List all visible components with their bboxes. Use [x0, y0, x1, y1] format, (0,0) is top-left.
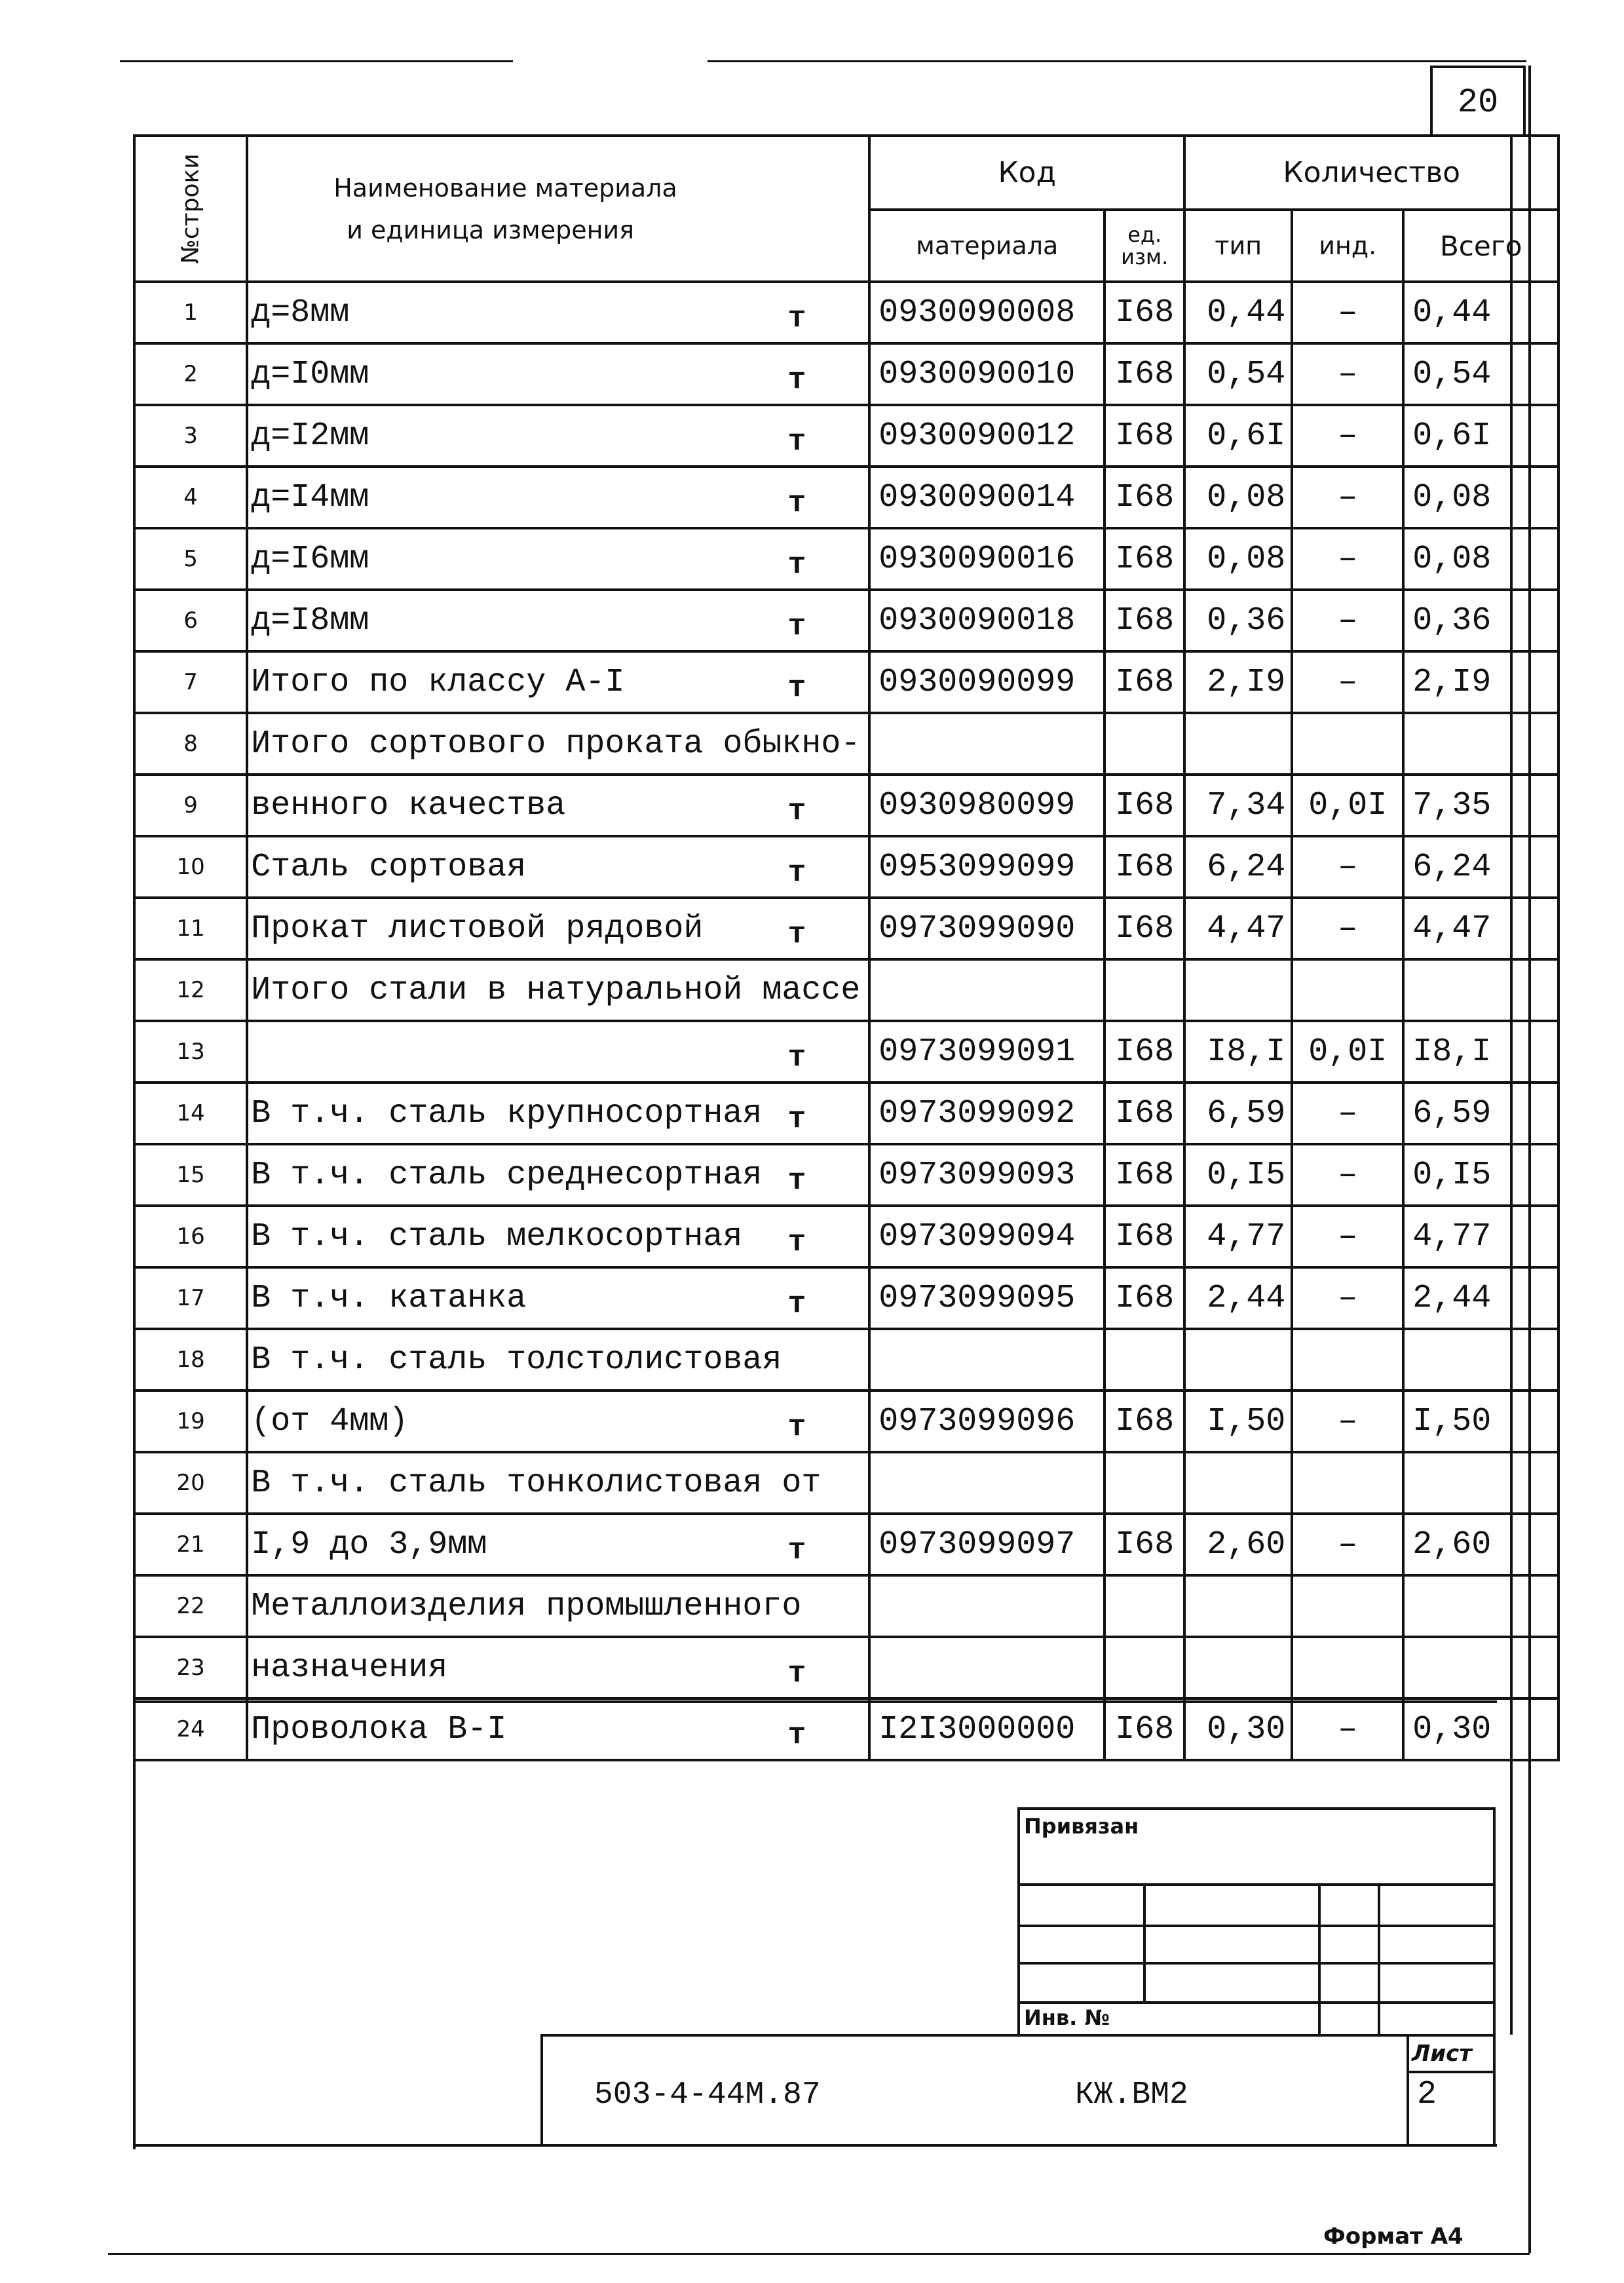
- unit-code-cell: I68: [1105, 1514, 1184, 1575]
- material-code-cell: 0930980099: [869, 775, 1105, 836]
- unit-code-cell: I68: [1105, 467, 1184, 528]
- material-code-cell: 0973099095: [869, 1267, 1105, 1329]
- unit-code-cell: I68: [1105, 1083, 1184, 1144]
- material-code-cell: [869, 713, 1105, 775]
- unit-code-cell: I68: [1105, 1267, 1184, 1329]
- qty-type-cell: 0,08: [1184, 467, 1292, 528]
- unit-label: т: [787, 794, 806, 828]
- material-code-cell: 0930090099: [869, 651, 1105, 713]
- row-number-cell: 22: [134, 1575, 247, 1637]
- unit-code-cell: I68: [1105, 775, 1184, 836]
- qty-type-cell: I,50: [1184, 1391, 1292, 1452]
- unit-code-cell: [1105, 1637, 1184, 1698]
- material-name-text: Итого по классу А-I: [251, 663, 625, 701]
- material-name-text: д=I8мм: [251, 602, 369, 640]
- doc-number: 503-4-44М.87: [594, 2077, 821, 2113]
- material-spec-table: [133, 134, 1560, 1761]
- material-name-cell: [247, 775, 869, 836]
- qty-total-cell: [1403, 1637, 1558, 1698]
- unit-label: т: [787, 1718, 806, 1752]
- table-row: [134, 528, 1558, 590]
- row-number-cell: 1: [134, 282, 247, 343]
- qty-type-cell: 6,59: [1184, 1083, 1292, 1144]
- material-name-cell: [247, 1514, 869, 1575]
- unit-label: т: [787, 1164, 806, 1198]
- qty-total-cell: [1403, 959, 1558, 1021]
- qty-ind-cell: [1292, 1329, 1403, 1391]
- material-name-cell: [247, 1698, 869, 1760]
- table-row: [134, 1637, 1558, 1698]
- unit-label: т: [787, 856, 806, 890]
- unit-label: т: [787, 671, 806, 705]
- qty-ind-cell: –: [1292, 467, 1403, 528]
- qty-type-cell: 0,36: [1184, 590, 1292, 651]
- header-row-number: №строки: [134, 136, 247, 282]
- qty-ind-cell: –: [1292, 1144, 1403, 1206]
- unit-label: т: [787, 1102, 806, 1136]
- header-name-line2: и единица измерения: [347, 215, 634, 244]
- table-row: [134, 282, 1558, 343]
- table-row: [134, 713, 1558, 775]
- unit-label: т: [787, 548, 806, 582]
- material-name-cell: [247, 590, 869, 651]
- header-name-line1: Наименование материала: [333, 173, 677, 202]
- qty-total-cell: 0,44: [1403, 282, 1558, 343]
- unit-label: т: [787, 1410, 806, 1444]
- material-name-text: В т.ч. сталь тонколистовая от: [251, 1464, 821, 1502]
- qty-ind-cell: –: [1292, 898, 1403, 959]
- material-name-cell: [247, 1083, 869, 1144]
- qty-total-cell: [1403, 713, 1558, 775]
- unit-code-cell: [1105, 1329, 1184, 1391]
- table-row: [134, 898, 1558, 959]
- unit-code-cell: I68: [1105, 651, 1184, 713]
- table-row: [134, 836, 1558, 898]
- material-name-cell: [247, 713, 869, 775]
- qty-total-cell: 0,54: [1403, 343, 1558, 405]
- unit-label: т: [787, 1533, 806, 1567]
- material-code-cell: 0930090012: [869, 405, 1105, 467]
- unit-code-cell: I68: [1105, 1021, 1184, 1083]
- material-code-cell: 0953099099: [869, 836, 1105, 898]
- header-code-unit: ед. изм.: [1105, 210, 1184, 282]
- title-sheet-line: [1407, 2071, 1496, 2073]
- qty-total-cell: 4,77: [1403, 1206, 1558, 1267]
- qty-type-cell: [1184, 1452, 1292, 1514]
- row-number-cell: 23: [134, 1637, 247, 1698]
- top-edge-line-left: [120, 60, 513, 62]
- material-name-text: Итого сортового проката обыкно-: [251, 725, 861, 763]
- material-name-cell: [247, 1144, 869, 1206]
- qty-type-cell: 0,30: [1184, 1698, 1292, 1760]
- row-number-cell: 24: [134, 1698, 247, 1760]
- qty-total-cell: [1403, 1329, 1558, 1391]
- row-number-cell: 13: [134, 1021, 247, 1083]
- unit-code-cell: [1105, 959, 1184, 1021]
- stamp-vline-2: [1318, 1883, 1321, 2034]
- sheet-value: 2: [1417, 2076, 1437, 2113]
- material-name-cell: [247, 1637, 869, 1698]
- material-code-cell: [869, 1329, 1105, 1391]
- material-code-cell: 0930090018: [869, 590, 1105, 651]
- header-qty-total: Всего: [1403, 210, 1558, 282]
- row-number-cell: 14: [134, 1083, 247, 1144]
- row-number-cell: 8: [134, 713, 247, 775]
- qty-type-cell: [1184, 1329, 1292, 1391]
- table-row: [134, 1452, 1558, 1514]
- format-label: Формат А4: [1323, 2223, 1463, 2250]
- material-code-cell: 0973099093: [869, 1144, 1105, 1206]
- row-number-cell: 10: [134, 836, 247, 898]
- unit-code-cell: I68: [1105, 836, 1184, 898]
- material-name-text: д=I2мм: [251, 417, 369, 455]
- sheet-label: Лист: [1412, 2041, 1472, 2067]
- material-name-cell: [247, 1452, 869, 1514]
- row-number-cell: 5: [134, 528, 247, 590]
- material-name-text: (от 4мм): [251, 1402, 409, 1440]
- material-code-cell: [869, 1452, 1105, 1514]
- material-name-text: В т.ч. сталь среднесортная: [251, 1156, 763, 1194]
- table-row: [134, 405, 1558, 467]
- qty-ind-cell: 0,0I: [1292, 1021, 1403, 1083]
- row-number-cell: 16: [134, 1206, 247, 1267]
- qty-total-cell: 0,6I: [1403, 405, 1558, 467]
- row-number-cell: 15: [134, 1144, 247, 1206]
- material-code-cell: 0973099096: [869, 1391, 1105, 1452]
- header-qty-type: тип: [1184, 210, 1292, 282]
- stamp-line-1: [1020, 1883, 1493, 1886]
- qty-ind-cell: –: [1292, 282, 1403, 343]
- material-name-text: В т.ч. сталь толстолистовая: [251, 1341, 782, 1379]
- doc-code: КЖ.ВМ2: [1075, 2077, 1188, 2113]
- unit-code-cell: I68: [1105, 590, 1184, 651]
- table-row: [134, 1083, 1558, 1144]
- row-number-cell: 20: [134, 1452, 247, 1514]
- table-row: [134, 1206, 1558, 1267]
- row-number-cell: 6: [134, 590, 247, 651]
- material-name-cell: [247, 282, 869, 343]
- qty-total-cell: 0,30: [1403, 1698, 1558, 1760]
- unit-label: т: [787, 1225, 806, 1259]
- qty-total-cell: 2,44: [1403, 1267, 1558, 1329]
- material-name-cell: [247, 1329, 869, 1391]
- sheet-number: 20: [1430, 66, 1526, 136]
- unit-code-cell: I68: [1105, 898, 1184, 959]
- qty-type-cell: 0,08: [1184, 528, 1292, 590]
- unit-code-cell: [1105, 1452, 1184, 1514]
- row-number-cell: 3: [134, 405, 247, 467]
- material-name-text: Металлоизделия промышленного: [251, 1587, 802, 1625]
- qty-ind-cell: –: [1292, 1391, 1403, 1452]
- material-name-cell: [247, 343, 869, 405]
- material-name-cell: [247, 405, 869, 467]
- material-name-text: Сталь сортовая: [251, 848, 527, 886]
- material-code-cell: [869, 1575, 1105, 1637]
- unit-code-cell: I68: [1105, 405, 1184, 467]
- qty-type-cell: 0,44: [1184, 282, 1292, 343]
- table-row: [134, 1514, 1558, 1575]
- qty-type-cell: [1184, 1637, 1292, 1698]
- material-name-text: В т.ч. катанка: [251, 1279, 527, 1317]
- unit-code-cell: I68: [1105, 1391, 1184, 1452]
- title-sheet-divider: [1407, 2037, 1409, 2147]
- qty-type-cell: 0,6I: [1184, 405, 1292, 467]
- stamp-vline-3: [1378, 1883, 1380, 2034]
- material-name-text: д=8мм: [251, 294, 350, 332]
- unit-code-cell: I68: [1105, 1206, 1184, 1267]
- qty-ind-cell: –: [1292, 1206, 1403, 1267]
- header-code-group: Код: [869, 136, 1184, 210]
- stamp-inv-label: Инв. №: [1024, 2005, 1110, 2030]
- row-number-cell: 19: [134, 1391, 247, 1452]
- material-name-text: д=I4мм: [251, 478, 369, 516]
- header-material-name: [247, 136, 869, 282]
- unit-label: т: [787, 1041, 806, 1075]
- qty-total-cell: 0,08: [1403, 528, 1558, 590]
- material-name-cell: [247, 1021, 869, 1083]
- material-code-cell: 0930090008: [869, 282, 1105, 343]
- material-code-cell: 0930090016: [869, 528, 1105, 590]
- qty-total-cell: 0,I5: [1403, 1144, 1558, 1206]
- material-code-cell: 0973099091: [869, 1021, 1105, 1083]
- unit-code-cell: I68: [1105, 1698, 1184, 1760]
- table-row: [134, 1391, 1558, 1452]
- material-name-text: д=I0мм: [251, 355, 369, 393]
- row-number-cell: 17: [134, 1267, 247, 1329]
- material-code-cell: 0973099090: [869, 898, 1105, 959]
- material-name-cell: [247, 1206, 869, 1267]
- qty-total-cell: 2,I9: [1403, 651, 1558, 713]
- header-qty-ind: инд.: [1292, 210, 1403, 282]
- row-number-cell: 2: [134, 343, 247, 405]
- unit-code-cell: I68: [1105, 528, 1184, 590]
- table-row: [134, 1329, 1558, 1391]
- qty-ind-cell: –: [1292, 590, 1403, 651]
- qty-total-cell: 7,35: [1403, 775, 1558, 836]
- stamp-line-2: [1020, 1925, 1493, 1927]
- qty-total-cell: [1403, 1452, 1558, 1514]
- unit-code-cell: I68: [1105, 343, 1184, 405]
- qty-ind-cell: –: [1292, 651, 1403, 713]
- material-name-cell: [247, 1267, 869, 1329]
- material-code-cell: 0930090014: [869, 467, 1105, 528]
- unit-label: т: [787, 1287, 806, 1321]
- material-name-cell: [247, 959, 869, 1021]
- stamp-line-4: [1020, 2001, 1493, 2004]
- material-name-text: I,9 до 3,9мм: [251, 1525, 487, 1564]
- row-number-cell: 7: [134, 651, 247, 713]
- row-number-cell: 4: [134, 467, 247, 528]
- stamp-line-3: [1020, 1962, 1493, 1965]
- unit-label: т: [787, 363, 806, 397]
- row-number-cell: 18: [134, 1329, 247, 1391]
- table-row: [134, 467, 1558, 528]
- top-edge-line-right: [708, 60, 1526, 62]
- qty-ind-cell: 0,0I: [1292, 775, 1403, 836]
- unit-code-cell: I68: [1105, 282, 1184, 343]
- qty-type-cell: 4,77: [1184, 1206, 1292, 1267]
- qty-ind-cell: [1292, 1637, 1403, 1698]
- qty-total-cell: [1403, 1575, 1558, 1637]
- table-row: [134, 1267, 1558, 1329]
- material-name-cell: [247, 467, 869, 528]
- qty-ind-cell: –: [1292, 1083, 1403, 1144]
- table-row: [134, 651, 1558, 713]
- qty-ind-cell: –: [1292, 528, 1403, 590]
- material-name-cell: [247, 651, 869, 713]
- table-row: [134, 775, 1558, 836]
- row-number-cell: 9: [134, 775, 247, 836]
- unit-label: т: [787, 425, 806, 459]
- qty-total-cell: I8,I: [1403, 1021, 1558, 1083]
- row-number-cell: 11: [134, 898, 247, 959]
- table-row: [134, 1144, 1558, 1206]
- qty-type-cell: 7,34: [1184, 775, 1292, 836]
- table-row: [134, 1021, 1558, 1083]
- unit-code-cell: [1105, 1575, 1184, 1637]
- material-name-text: Итого стали в натуральной массе: [251, 971, 861, 1009]
- material-name-text: назначения: [251, 1649, 448, 1687]
- qty-total-cell: 0,08: [1403, 467, 1558, 528]
- material-name-text: Прокат листовой рядовой: [251, 910, 704, 948]
- page-bottom-line: [108, 2253, 1530, 2255]
- header-qty-group: Количество: [1184, 136, 1558, 210]
- unit-code-cell: I68: [1105, 1144, 1184, 1206]
- unit-label: т: [787, 609, 806, 643]
- qty-total-cell: 6,24: [1403, 836, 1558, 898]
- binding-stamp: [1017, 1807, 1496, 2037]
- stamp-vline-1: [1143, 1883, 1146, 2001]
- stamp-tied-label: Привязан: [1024, 1814, 1139, 1839]
- qty-ind-cell: –: [1292, 343, 1403, 405]
- material-code-cell: 0930090010: [869, 343, 1105, 405]
- qty-type-cell: 0,I5: [1184, 1144, 1292, 1206]
- material-name-cell: [247, 1391, 869, 1452]
- qty-total-cell: 0,36: [1403, 590, 1558, 651]
- row-number-cell: 21: [134, 1514, 247, 1575]
- table-row: [134, 343, 1558, 405]
- qty-ind-cell: [1292, 713, 1403, 775]
- material-code-cell: [869, 959, 1105, 1021]
- material-code-cell: I2I3000000: [869, 1698, 1105, 1760]
- material-name-cell: [247, 898, 869, 959]
- qty-ind-cell: [1292, 1575, 1403, 1637]
- qty-type-cell: 2,44: [1184, 1267, 1292, 1329]
- qty-type-cell: I8,I: [1184, 1021, 1292, 1083]
- qty-type-cell: [1184, 959, 1292, 1021]
- material-name-text: Проволока В-I: [251, 1710, 507, 1748]
- qty-ind-cell: –: [1292, 836, 1403, 898]
- unit-label: т: [787, 301, 806, 336]
- table-row: [134, 1575, 1558, 1637]
- qty-ind-cell: –: [1292, 405, 1403, 467]
- table-row: [134, 1698, 1558, 1760]
- unit-label: т: [787, 1657, 806, 1691]
- material-name-text: д=I6мм: [251, 540, 369, 578]
- title-block: [540, 2034, 1496, 2147]
- unit-label: т: [787, 486, 806, 520]
- header-code-material: материала: [869, 210, 1105, 282]
- qty-total-cell: I,50: [1403, 1391, 1558, 1452]
- material-name-text: венного качества: [251, 786, 566, 824]
- material-name-text: В т.ч. сталь крупносортная: [251, 1094, 763, 1132]
- material-name-cell: [247, 528, 869, 590]
- row-number-cell: 12: [134, 959, 247, 1021]
- material-code-cell: [869, 1637, 1105, 1698]
- qty-type-cell: 0,54: [1184, 343, 1292, 405]
- unit-label: т: [787, 917, 806, 951]
- qty-ind-cell: [1292, 1452, 1403, 1514]
- table-row: [134, 590, 1558, 651]
- qty-type-cell: 2,60: [1184, 1514, 1292, 1575]
- qty-ind-cell: –: [1292, 1514, 1403, 1575]
- material-name-cell: [247, 1575, 869, 1637]
- qty-ind-cell: –: [1292, 1267, 1403, 1329]
- unit-code-cell: [1105, 713, 1184, 775]
- material-name-cell: [247, 836, 869, 898]
- material-code-cell: 0973099092: [869, 1083, 1105, 1144]
- qty-type-cell: 6,24: [1184, 836, 1292, 898]
- qty-ind-cell: [1292, 959, 1403, 1021]
- qty-type-cell: 4,47: [1184, 898, 1292, 959]
- qty-ind-cell: –: [1292, 1698, 1403, 1760]
- qty-type-cell: [1184, 1575, 1292, 1637]
- qty-type-cell: [1184, 713, 1292, 775]
- table-row: [134, 959, 1558, 1021]
- material-name-text: В т.ч. сталь мелкосортная: [251, 1218, 743, 1256]
- material-code-cell: 0973099097: [869, 1514, 1105, 1575]
- qty-total-cell: 6,59: [1403, 1083, 1558, 1144]
- material-code-cell: 0973099094: [869, 1206, 1105, 1267]
- qty-total-cell: 2,60: [1403, 1514, 1558, 1575]
- qty-type-cell: 2,I9: [1184, 651, 1292, 713]
- qty-total-cell: 4,47: [1403, 898, 1558, 959]
